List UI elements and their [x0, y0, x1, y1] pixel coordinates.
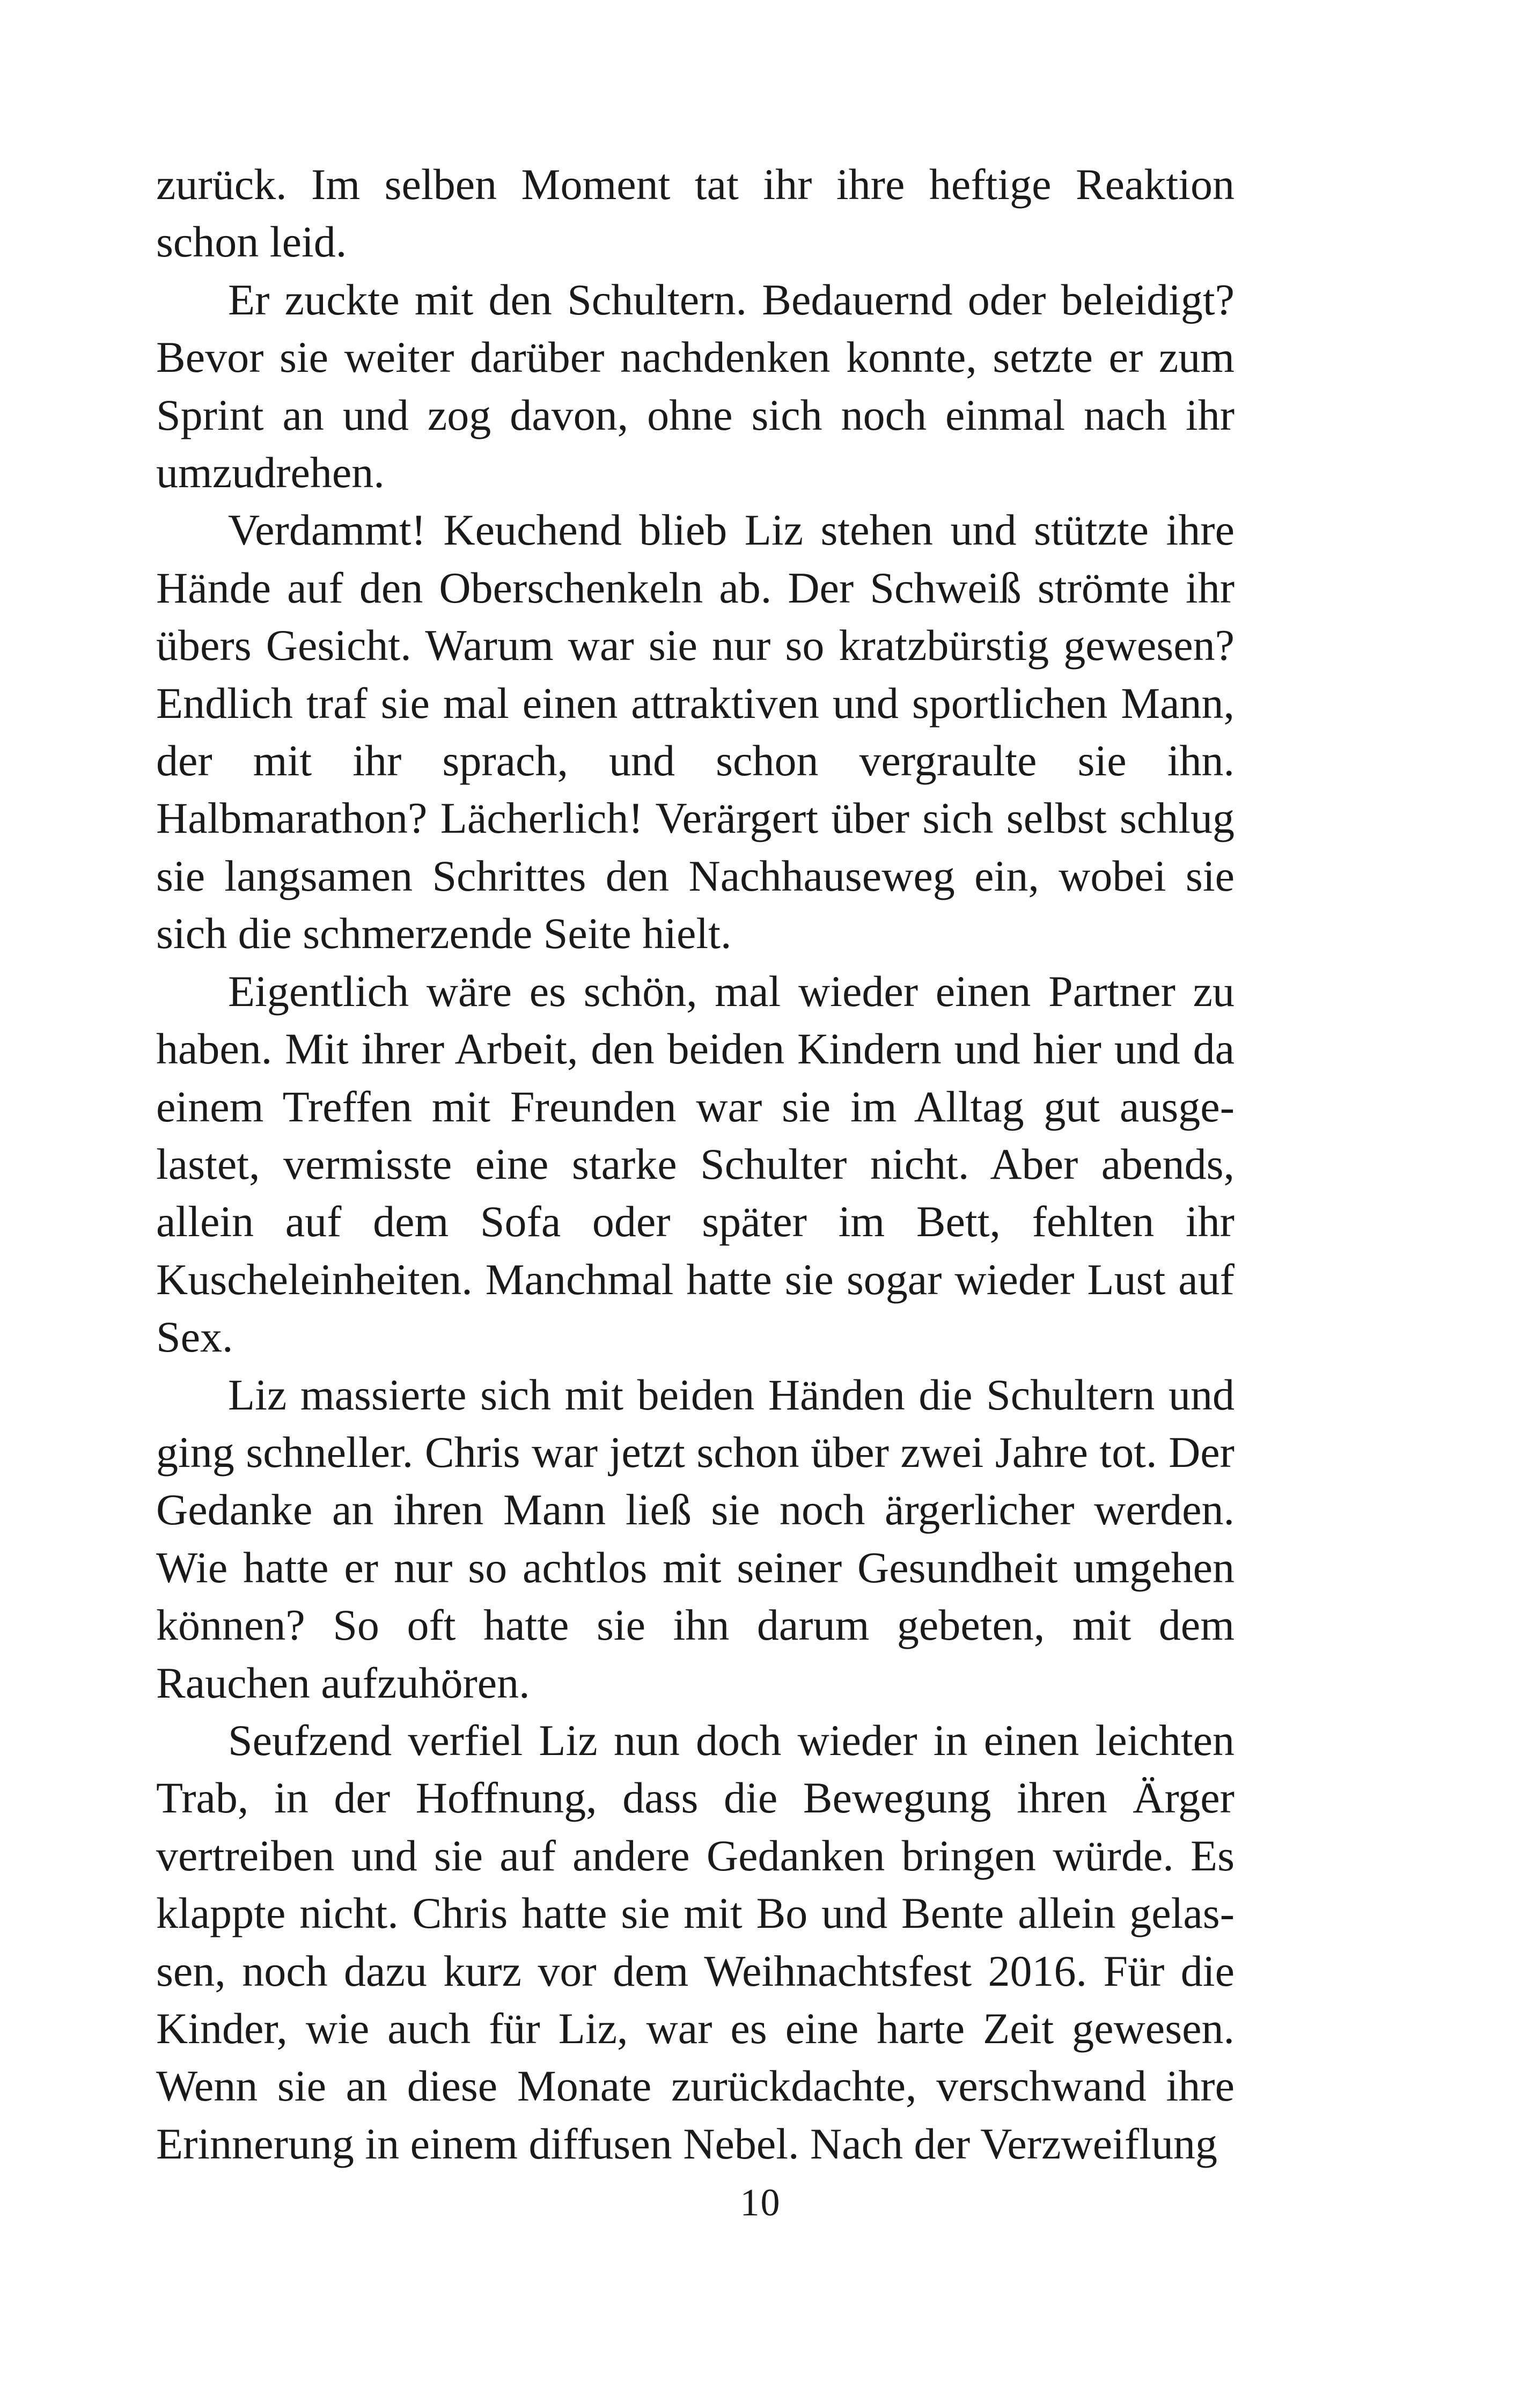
paragraph: Liz massierte sich mit beiden Händen die Schultern und ging schneller. Chris war jetzt schon über zwei Jahre tot. Der Gedanke an ihren Mann ließ sie noch ärgerlicher werden. Wie hatte er nur so achtlos mit seiner Gesundheit umgehen können? So oft hatte sie ihn darum gebeten, mit dem Rauchen aufzuhören. — [156, 1370, 1235, 1707]
paragraph: Verdammt! Keuchend blieb Liz stehen und stützte ihre Hände auf den Oberschenkeln ab. Der Schweiß strömte ihr übers Gesicht. Warum war sie nur so kratzbürstig gewesen? Endlich traf sie mal einen attraktiven und sportlichen Mann, der mit ihr sprach, und schon vergraulte sie ihn. Halbmarathon? Lächerlich! Verärgert über sich selbst schlug sie langsamen Schrittes den Nachhauseweg ein, wobei sie sich die schmerzende Seite hielt. — [156, 505, 1235, 958]
paragraph: Eigentlich wäre es schön, mal wieder einen Partner zu haben. Mit ihrer Arbeit, den beiden Kindern und hier und da einem Treffen mit Freunden war sie im Alltag gut ausgelastet, vermisste eine starke Schulter nicht. Aber abends, allein auf dem Sofa oder später im Bett, fehlten ihr Kuscheleinheiten. Manchmal hatte sie sogar wieder Lust auf Sex. — [156, 966, 1235, 1362]
page-number: 10 — [740, 2181, 781, 2224]
body-text — [156, 156, 1235, 2172]
paragraph-continuation: zurück. Im selben Moment tat ihr ihre heftige Reaktion schon leid. — [156, 160, 1235, 267]
paragraph: Seufzend verfiel Liz nun doch wieder in einen leichten Trab, in der Hoffnung, dass die Bewegung ihren Ärger vertreiben und sie auf andere Gedanken bringen würde. Es klappte nicht. Chris hatte sie mit Bo und Bente allein gelassen, noch dazu kurz vor dem Weihnachtsfest 2016. Für die Kinder, wie auch für Liz, war es eine harte Zeit gewesen. Wenn sie an diese Monate zurückdachte, verschwand ihre Erinnerung in einem diffusen Nebel. Nach der Verzweiflung — [156, 1715, 1235, 2168]
paragraph: Er zuckte mit den Schultern. Bedauernd oder beleidigt? Bevor sie weiter darüber nachdenken konnte, setzte er zum Sprint an und zog davon, ohne sich noch einmal nach ihr umzudrehen. — [156, 275, 1235, 497]
